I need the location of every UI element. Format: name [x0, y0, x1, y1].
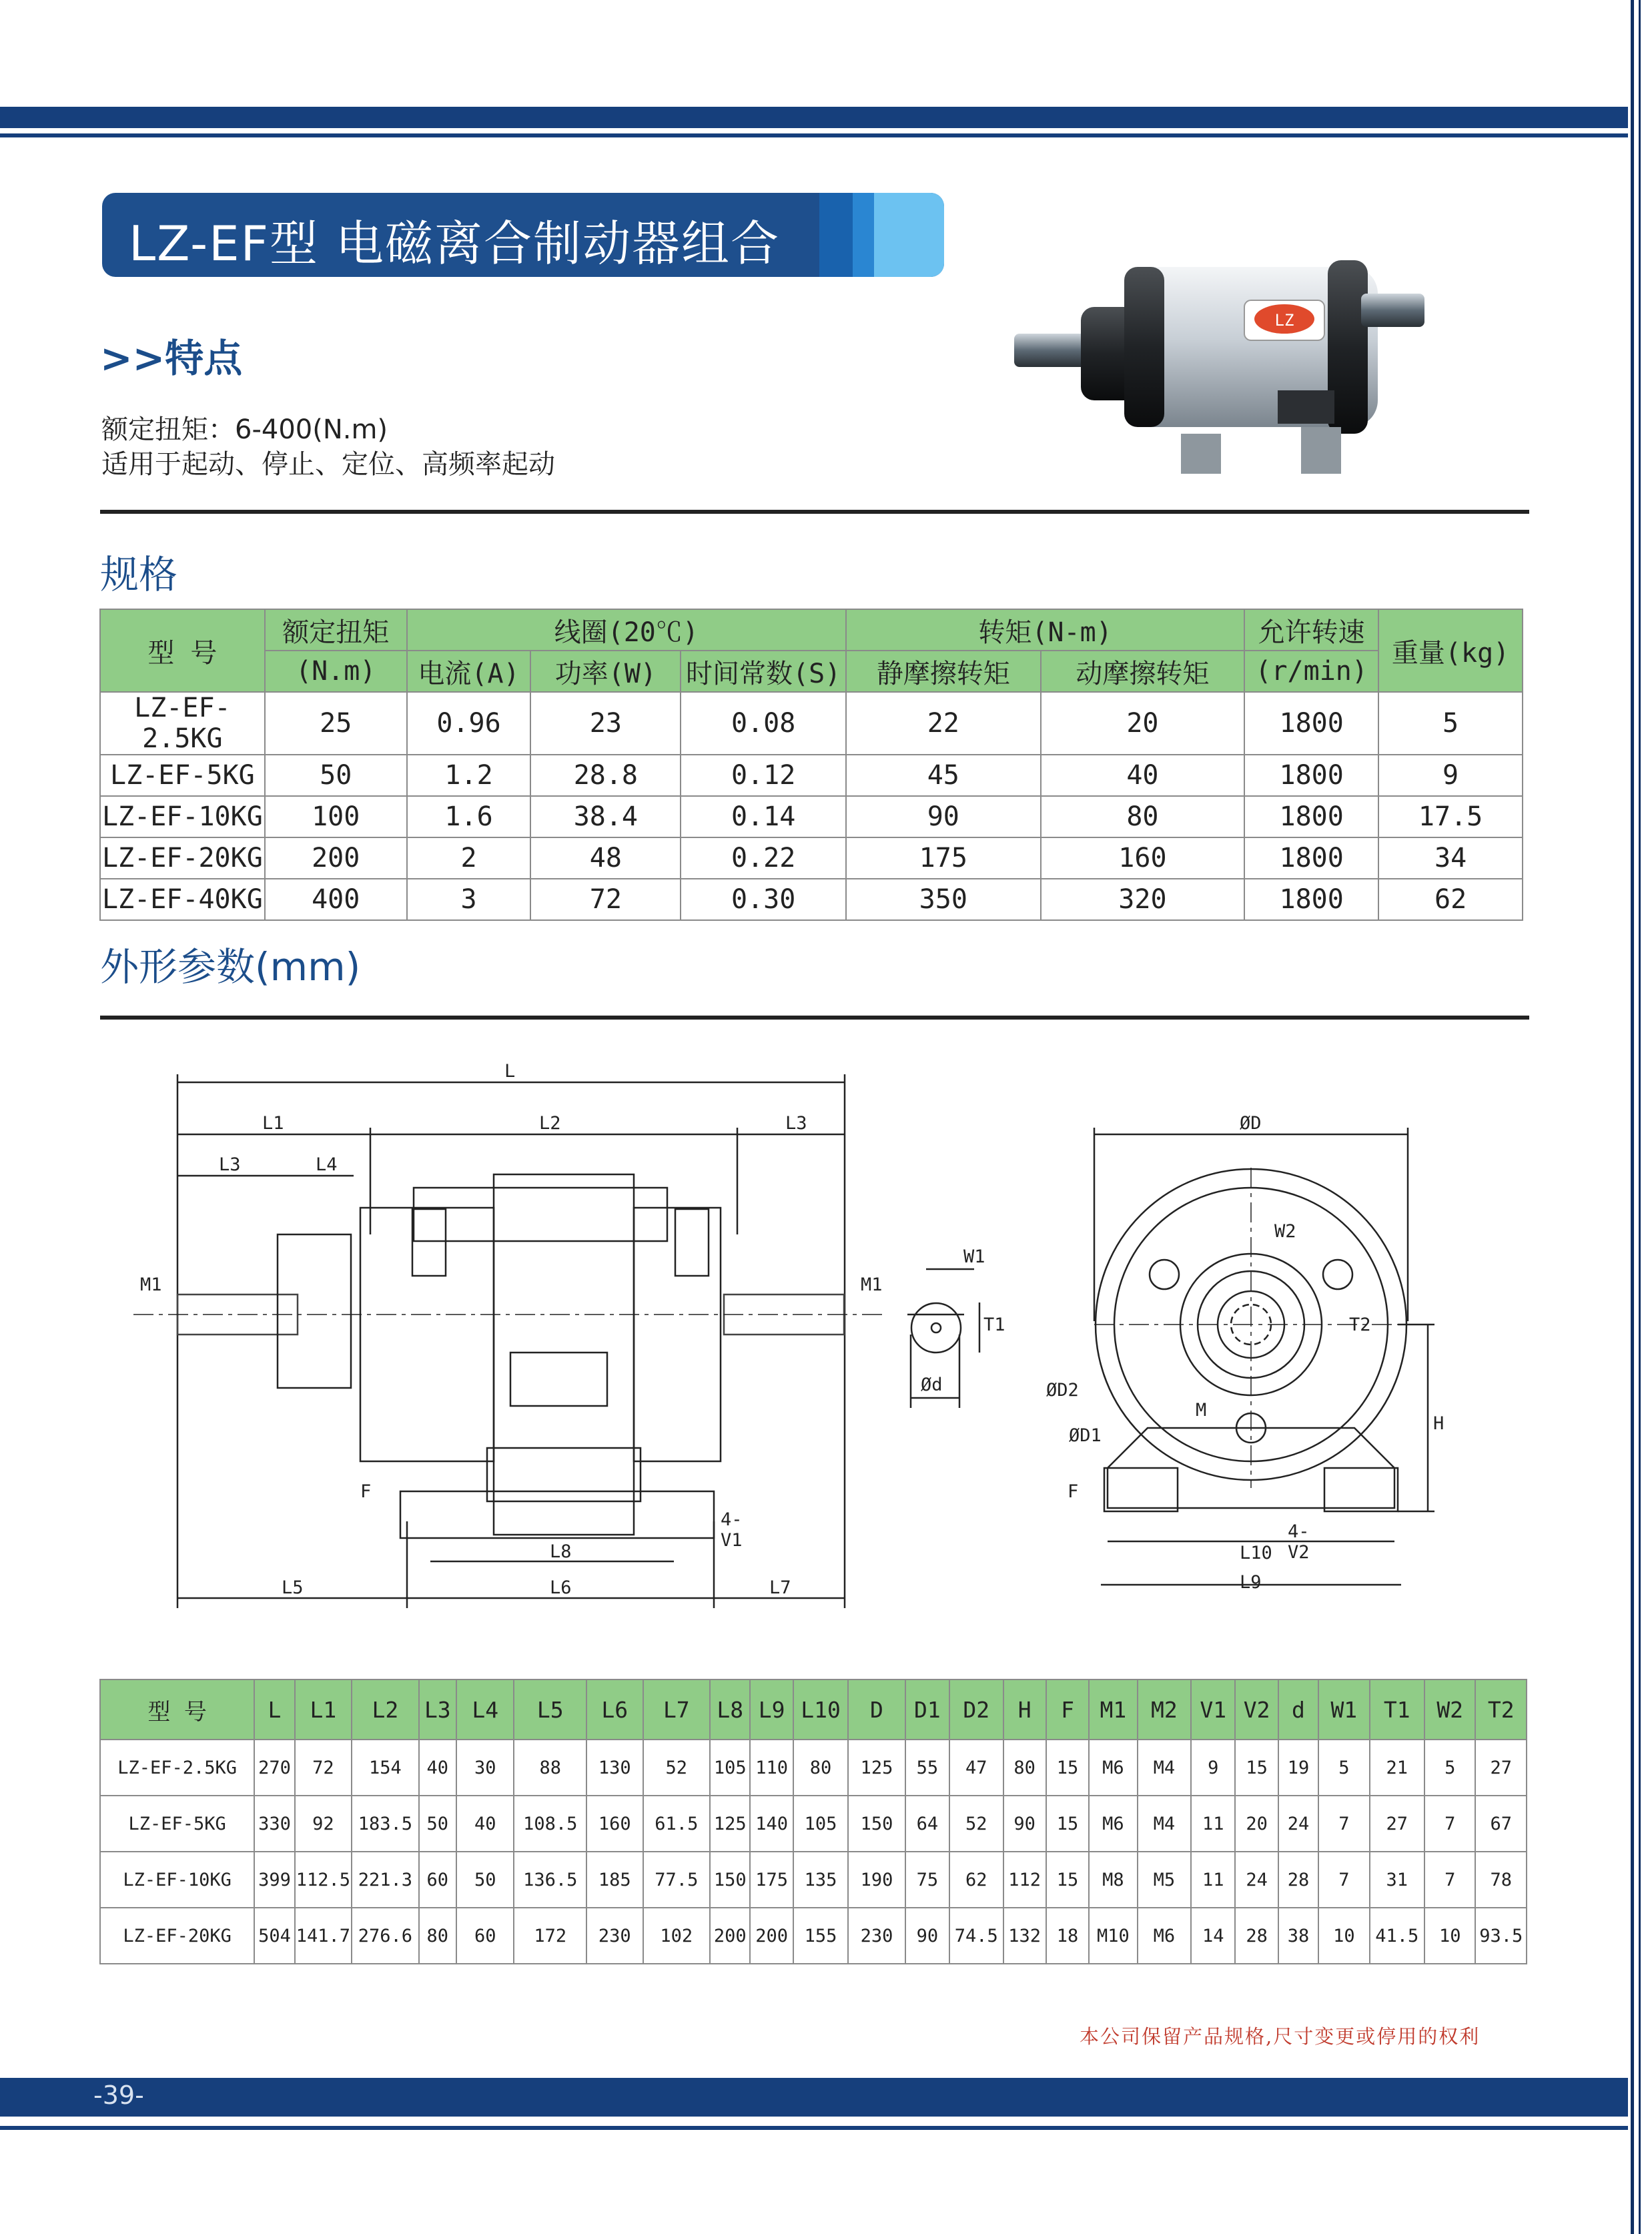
spec-header-speed: 允许转速: [1244, 609, 1378, 651]
dims-header-cell: T1: [1370, 1680, 1424, 1740]
dims-cell: 67: [1475, 1796, 1527, 1852]
spec-row: [100, 755, 1523, 796]
label-V2: 4-V2: [1288, 1521, 1310, 1563]
label-T1: T1: [983, 1315, 1005, 1335]
spec-cell: 5: [1378, 692, 1523, 755]
dims-cell: LZ-EF-10KG: [100, 1852, 254, 1908]
dims-cell: 31: [1370, 1852, 1424, 1908]
title-banner: [102, 193, 944, 277]
label-D: ØD: [1240, 1113, 1262, 1134]
dims-cell: 185: [586, 1852, 643, 1908]
dims-cell: 160: [586, 1796, 643, 1852]
spec-cell: 20: [1041, 692, 1245, 755]
spec-cell: 9: [1378, 755, 1523, 796]
dims-cell: 80: [793, 1740, 848, 1796]
dims-cell: 7: [1318, 1852, 1369, 1908]
dims-header-cell: D: [848, 1680, 905, 1740]
dims-header-cell: V1: [1191, 1680, 1235, 1740]
dims-cell: 7: [1424, 1852, 1475, 1908]
dims-header-cell: T2: [1475, 1680, 1527, 1740]
dims-cell: 61.5: [643, 1796, 711, 1852]
label-L: L: [504, 1061, 516, 1082]
dims-row: [100, 1852, 1527, 1908]
dims-header-cell: M2: [1138, 1680, 1191, 1740]
dims-cell: 18: [1046, 1908, 1089, 1964]
dims-cell: 9: [1191, 1740, 1235, 1796]
top-rule: [0, 133, 1628, 137]
spec-header-weight: 重量(kg): [1378, 609, 1523, 692]
label-D2: ØD2: [1046, 1380, 1079, 1401]
dims-cell: 15: [1046, 1796, 1089, 1852]
page-title: LZ-EF型 电磁离合制动器组合: [129, 216, 780, 272]
spec-cell: 17.5: [1378, 796, 1523, 837]
dims-header-cell: L6: [586, 1680, 643, 1740]
label-W1: W1: [963, 1246, 985, 1267]
spec-cell: 0.30: [681, 879, 846, 920]
dims-header-cell: 型 号: [100, 1680, 254, 1740]
spec-cell: 160: [1041, 837, 1245, 879]
dims-cell: 105: [710, 1740, 750, 1796]
dims-cell: 150: [848, 1796, 905, 1852]
dims-cell: 64: [905, 1796, 949, 1852]
product-badge: LZ: [1274, 311, 1294, 330]
dims-cell: M8: [1089, 1852, 1137, 1908]
dims-row: [100, 1796, 1527, 1852]
label-L6: L6: [550, 1577, 572, 1598]
dims-cell: 55: [905, 1740, 949, 1796]
label-F: F: [360, 1481, 372, 1502]
label-L9: L9: [1240, 1572, 1262, 1593]
dims-cell: 40: [419, 1740, 456, 1796]
dims-cell: 105: [793, 1796, 848, 1852]
spec-cell: 0.14: [681, 796, 846, 837]
dims-cell: 230: [848, 1908, 905, 1964]
spec-cell: 25: [265, 692, 407, 755]
spec-cell: 350: [846, 879, 1041, 920]
dims-cell: 190: [848, 1852, 905, 1908]
dims-cell: M10: [1089, 1908, 1137, 1964]
dims-cell: 24: [1278, 1796, 1318, 1852]
dimension-drawing: [133, 1054, 1468, 1621]
label-L4: L4: [316, 1154, 338, 1175]
label-L8: L8: [550, 1541, 572, 1562]
dims-cell: 90: [905, 1908, 949, 1964]
dims-header-cell: H: [1003, 1680, 1046, 1740]
dims-header-cell: L2: [352, 1680, 419, 1740]
dims-cell: 41.5: [1370, 1908, 1424, 1964]
dims-cell: 15: [1046, 1740, 1089, 1796]
dims-cell: M5: [1138, 1852, 1191, 1908]
dims-cell: LZ-EF-20KG: [100, 1908, 254, 1964]
page-edge-line-2: [1639, 0, 1641, 2234]
dims-cell: 74.5: [949, 1908, 1003, 1964]
label-M1-right: M1: [861, 1274, 883, 1295]
dims-cell: 62: [949, 1852, 1003, 1908]
dims-cell: 102: [643, 1908, 711, 1964]
dims-header-cell: F: [1046, 1680, 1089, 1740]
dims-header-cell: L5: [514, 1680, 586, 1740]
spec-cell: 100: [265, 796, 407, 837]
label-L1: L1: [262, 1113, 284, 1134]
dims-cell: 47: [949, 1740, 1003, 1796]
dims-cell: 5: [1424, 1740, 1475, 1796]
spec-cell: 400: [265, 879, 407, 920]
spec-cell: 0.12: [681, 755, 846, 796]
dims-header-row: [100, 1680, 1527, 1740]
dims-cell: LZ-EF-5KG: [100, 1796, 254, 1852]
dims-cell: 230: [586, 1908, 643, 1964]
spec-cell: 38.4: [530, 796, 681, 837]
spec-cell: 45: [846, 755, 1041, 796]
label-L2: L2: [539, 1113, 561, 1134]
divider-2: [100, 1016, 1529, 1020]
dims-cell: 112: [1003, 1852, 1046, 1908]
spec-cell: 40: [1041, 755, 1245, 796]
dims-cell: 50: [419, 1796, 456, 1852]
dims-cell: 38: [1278, 1908, 1318, 1964]
dims-cell: 110: [750, 1740, 793, 1796]
footnote: 本公司保留产品规格,尺寸变更或停用的权利: [1080, 2025, 1481, 2048]
dims-cell: 399: [254, 1852, 294, 1908]
spec-cell: 200: [265, 837, 407, 879]
dims-cell: 92: [295, 1796, 352, 1852]
dims-cell: 40: [456, 1796, 514, 1852]
features-heading: >>特点: [100, 336, 243, 381]
dims-header-cell: W2: [1424, 1680, 1475, 1740]
page-number: -39-: [93, 2081, 144, 2110]
dims-cell: 28: [1235, 1908, 1278, 1964]
dims-cell: 504: [254, 1908, 294, 1964]
dims-cell: 7: [1424, 1796, 1475, 1852]
label-H: H: [1433, 1413, 1444, 1434]
product-photo: [1014, 240, 1428, 487]
spec-cell: LZ-EF-40KG: [100, 879, 265, 920]
spec-cell: 0.22: [681, 837, 846, 879]
dims-cell: 183.5: [352, 1796, 419, 1852]
dims-cell: 276.6: [352, 1908, 419, 1964]
dims-cell: 11: [1191, 1852, 1235, 1908]
dims-header-cell: L: [254, 1680, 294, 1740]
dims-cell: 172: [514, 1908, 586, 1964]
spec-cell: 34: [1378, 837, 1523, 879]
dims-cell: 28: [1278, 1852, 1318, 1908]
dims-body: [100, 1740, 1527, 1964]
dims-cell: M4: [1138, 1740, 1191, 1796]
label-V1: 4-V1: [721, 1509, 743, 1551]
dims-cell: 19: [1278, 1740, 1318, 1796]
spec-cell: 62: [1378, 879, 1523, 920]
dims-cell: 330: [254, 1796, 294, 1852]
label-M1-left: M1: [140, 1274, 162, 1295]
spec-cell: 22: [846, 692, 1041, 755]
spec-cell: LZ-EF-10KG: [100, 796, 265, 837]
label-L3b: L3: [219, 1154, 241, 1175]
spec-body: [100, 692, 1523, 920]
top-band: [0, 107, 1628, 128]
dims-cell: 221.3: [352, 1852, 419, 1908]
label-L7: L7: [769, 1577, 791, 1598]
dims-cell: 60: [419, 1852, 456, 1908]
dims-row: [100, 1740, 1527, 1796]
spec-row: [100, 837, 1523, 879]
label-T2: T2: [1349, 1315, 1371, 1335]
dims-cell: 10: [1424, 1908, 1475, 1964]
spec-cell: 23: [530, 692, 681, 755]
label-L5: L5: [282, 1577, 304, 1598]
spec-cell: 0.08: [681, 692, 846, 755]
page-edge-line: [1631, 0, 1634, 2234]
dims-cell: 93.5: [1475, 1908, 1527, 1964]
spec-cell: 1800: [1244, 879, 1378, 920]
spec-cell: 72: [530, 879, 681, 920]
spec-cell: 28.8: [530, 755, 681, 796]
dims-header-cell: L9: [750, 1680, 793, 1740]
dims-cell: 77.5: [643, 1852, 711, 1908]
dims-cell: 7: [1318, 1796, 1369, 1852]
dims-cell: 15: [1046, 1852, 1089, 1908]
dims-cell: 15: [1235, 1740, 1278, 1796]
spec-header-speed-unit: (r/min): [1244, 651, 1378, 692]
dims-cell: 150: [710, 1852, 750, 1908]
spec-cell: 1800: [1244, 837, 1378, 879]
spec-cell: 320: [1041, 879, 1245, 920]
dims-cell: 155: [793, 1908, 848, 1964]
label-M: M: [1196, 1400, 1207, 1421]
dims-header-cell: D1: [905, 1680, 949, 1740]
spec-cell: 1800: [1244, 755, 1378, 796]
spec-cell: 48: [530, 837, 681, 879]
dims-header-cell: L4: [456, 1680, 514, 1740]
spec-table: [99, 609, 1523, 921]
dims-header-cell: M1: [1089, 1680, 1137, 1740]
dims-cell: 125: [710, 1796, 750, 1852]
dims-cell: 154: [352, 1740, 419, 1796]
spec-cell: 1.6: [407, 796, 531, 837]
dims-cell: 125: [848, 1740, 905, 1796]
spec-header-power: 功率(W): [530, 651, 681, 692]
spec-cell: 0.96: [407, 692, 531, 755]
dims-cell: 52: [949, 1796, 1003, 1852]
dims-cell: 270: [254, 1740, 294, 1796]
dims-cell: M6: [1089, 1796, 1137, 1852]
spec-heading: 规格: [100, 552, 178, 597]
dims-cell: 175: [750, 1852, 793, 1908]
bottom-band: [0, 2078, 1628, 2117]
dims-cell: 10: [1318, 1908, 1369, 1964]
spec-cell: 1800: [1244, 692, 1378, 755]
dims-cell: 90: [1003, 1796, 1046, 1852]
dims-header-cell: L10: [793, 1680, 848, 1740]
spec-header-torque: 转矩(N-m): [846, 609, 1244, 651]
dims-cell: 14: [1191, 1908, 1235, 1964]
dims-cell: 20: [1235, 1796, 1278, 1852]
dims-header-cell: L8: [710, 1680, 750, 1740]
dims-cell: M6: [1138, 1908, 1191, 1964]
label-D1: ØD1: [1069, 1425, 1102, 1446]
dims-cell: 130: [586, 1740, 643, 1796]
label-L3a: L3: [785, 1113, 807, 1134]
dims-cell: 72: [295, 1740, 352, 1796]
spec-row: [100, 796, 1523, 837]
dims-header-cell: W1: [1318, 1680, 1369, 1740]
dims-cell: 88: [514, 1740, 586, 1796]
dimension-table: [99, 1679, 1527, 1964]
spec-row: [100, 692, 1523, 755]
spec-cell: LZ-EF-5KG: [100, 755, 265, 796]
bottom-rule: [0, 2126, 1628, 2130]
spec-cell: 1800: [1244, 796, 1378, 837]
dims-row: [100, 1908, 1527, 1964]
dims-cell: 5: [1318, 1740, 1369, 1796]
dims-cell: 21: [1370, 1740, 1424, 1796]
dims-cell: M4: [1138, 1796, 1191, 1852]
dims-cell: 140: [750, 1796, 793, 1852]
dims-cell: 52: [643, 1740, 711, 1796]
dims-cell: 141.7: [295, 1908, 352, 1964]
spec-header-current: 电流(A): [407, 651, 531, 692]
dims-header-cell: L1: [295, 1680, 352, 1740]
dims-cell: 78: [1475, 1852, 1527, 1908]
label-L10: L10: [1240, 1543, 1272, 1563]
label-F-front: F: [1068, 1481, 1079, 1502]
dims-cell: 24: [1235, 1852, 1278, 1908]
dims-cell: 108.5: [514, 1796, 586, 1852]
dims-cell: 30: [456, 1740, 514, 1796]
spec-cell: LZ-EF-2.5KG: [100, 692, 265, 755]
dims-cell: 200: [750, 1908, 793, 1964]
label-W2: W2: [1274, 1221, 1296, 1242]
dims-cell: 112.5: [295, 1852, 352, 1908]
spec-header-static: 静摩擦转矩: [846, 651, 1041, 692]
dims-header-cell: D2: [949, 1680, 1003, 1740]
feature-line-1: 额定扭矩：6-400(N.m): [101, 414, 388, 445]
spec-cell: 3: [407, 879, 531, 920]
spec-cell: 50: [265, 755, 407, 796]
spec-header-coil: 线圈(20℃): [407, 609, 846, 651]
dims-cell: 200: [710, 1908, 750, 1964]
dims-header-cell: V2: [1235, 1680, 1278, 1740]
dims-cell: 132: [1003, 1908, 1046, 1964]
spec-header-model: 型 号: [100, 609, 265, 692]
dims-cell: 80: [1003, 1740, 1046, 1796]
dims-cell: 135: [793, 1852, 848, 1908]
spec-header-rated-torque: 额定扭矩: [265, 609, 407, 651]
dims-cell: 80: [419, 1908, 456, 1964]
dims-cell: 136.5: [514, 1852, 586, 1908]
spec-header-rated-torque-unit: (N.m): [265, 651, 407, 692]
dims-header-cell: d: [1278, 1680, 1318, 1740]
dims-heading: 外形参数(mm): [100, 944, 361, 990]
label-d: Ød: [921, 1375, 943, 1395]
spec-cell: 2: [407, 837, 531, 879]
spec-row: [100, 879, 1523, 920]
dims-cell: 75: [905, 1852, 949, 1908]
dims-header-cell: L7: [643, 1680, 711, 1740]
dims-cell: 27: [1370, 1796, 1424, 1852]
feature-line-2: 适用于起动、停止、定位、高频率起动: [101, 449, 555, 480]
spec-header-time-const: 时间常数(S): [681, 651, 846, 692]
divider-1: [100, 510, 1529, 514]
dims-cell: LZ-EF-2.5KG: [100, 1740, 254, 1796]
spec-cell: 90: [846, 796, 1041, 837]
spec-header-dynamic: 动摩擦转矩: [1041, 651, 1245, 692]
dims-header-cell: L3: [419, 1680, 456, 1740]
dims-cell: M6: [1089, 1740, 1137, 1796]
dims-cell: 11: [1191, 1796, 1235, 1852]
spec-cell: LZ-EF-20KG: [100, 837, 265, 879]
dims-cell: 60: [456, 1908, 514, 1964]
dims-cell: 27: [1475, 1740, 1527, 1796]
dims-cell: 50: [456, 1852, 514, 1908]
spec-cell: 1.2: [407, 755, 531, 796]
spec-cell: 80: [1041, 796, 1245, 837]
spec-cell: 175: [846, 837, 1041, 879]
